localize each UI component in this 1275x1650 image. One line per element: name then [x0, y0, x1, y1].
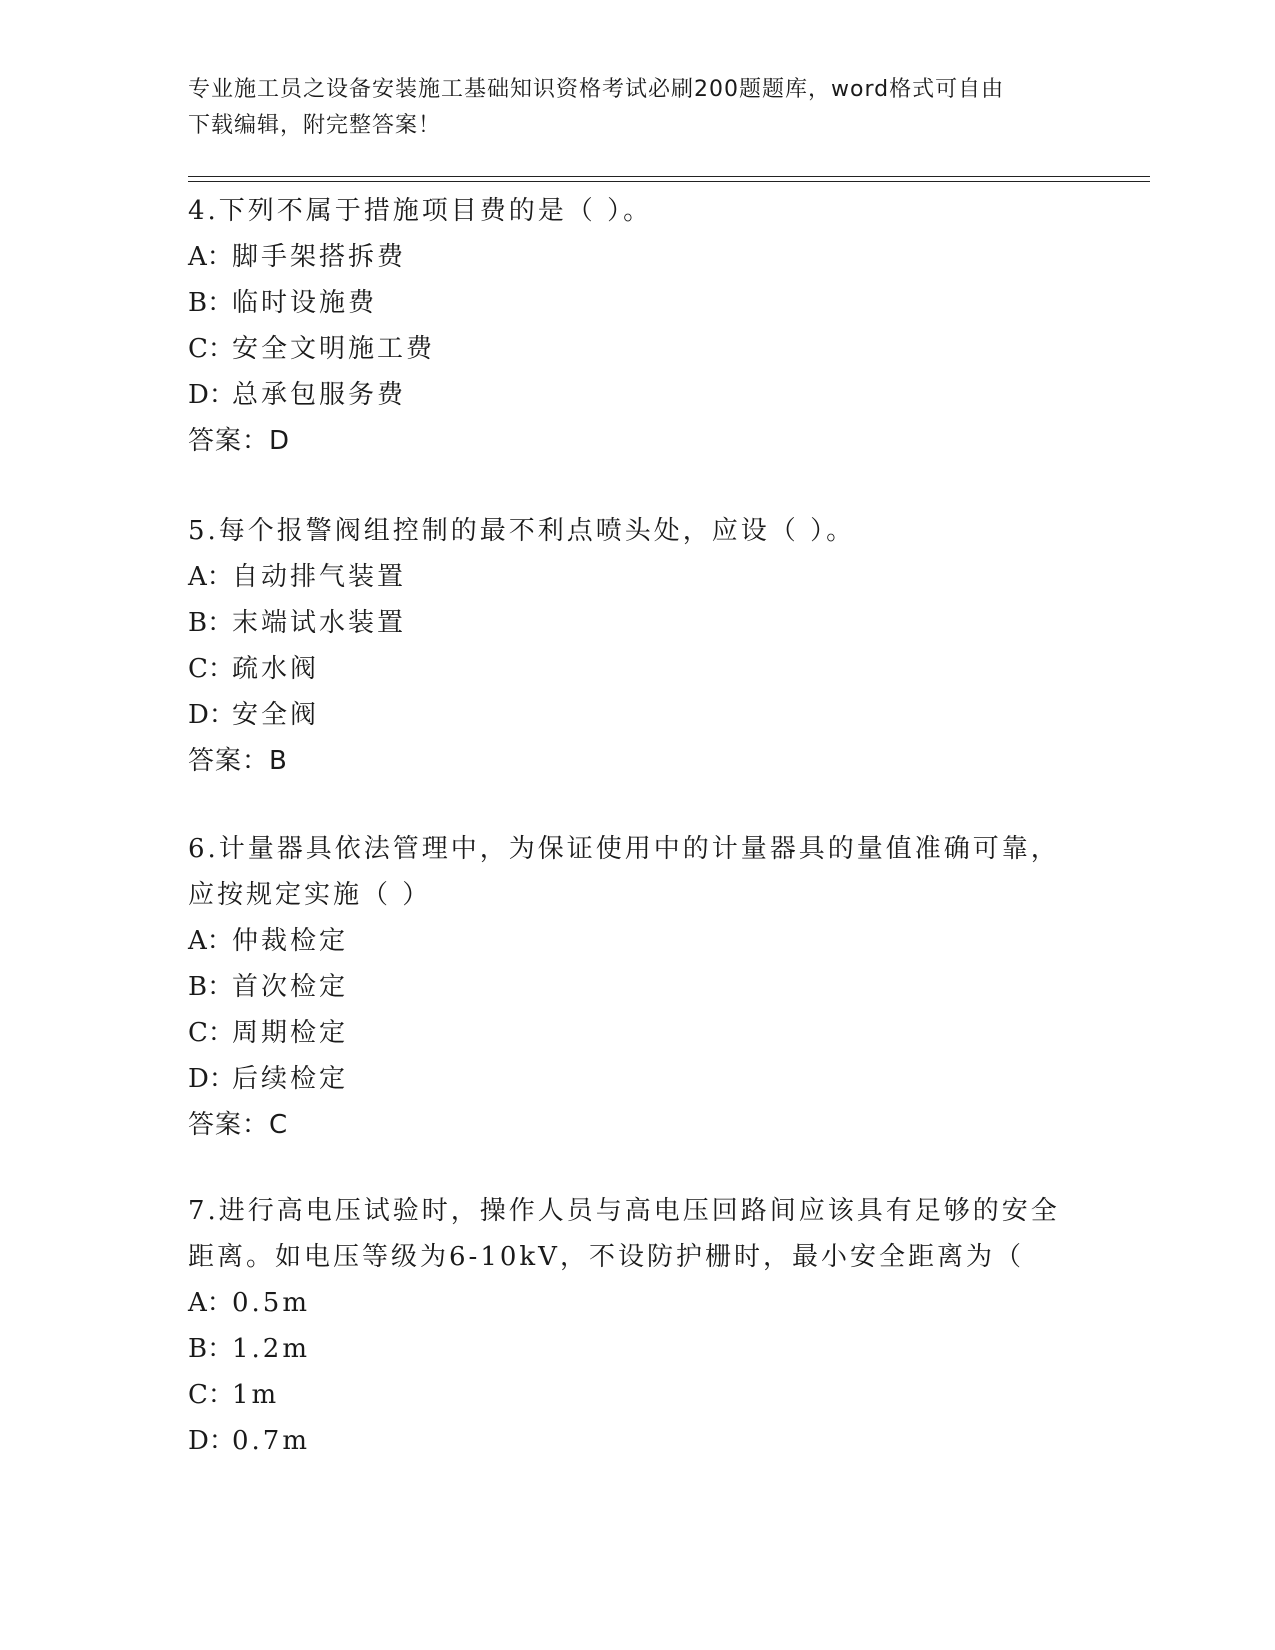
- header-divider-top: [188, 176, 1150, 177]
- option-letter: A：: [188, 562, 233, 592]
- question-stem-line-2: 距离。如电压等级为6-10kV，不设防护栅时，最小安全距离为（: [188, 1242, 1024, 1272]
- option-letter: C：: [188, 1018, 234, 1048]
- header-line-1: 专业施工员之设备安装施工基础知识资格考试必刷200题题库，word格式可自由: [188, 77, 1005, 102]
- option-text: 总承包服务费: [232, 380, 407, 410]
- answer-line: 答案：C: [188, 1110, 289, 1140]
- option-letter: B：: [188, 1334, 234, 1364]
- option-a: [188, 554, 1088, 600]
- option-text: 周期检定: [232, 1018, 349, 1048]
- option-letter: D：: [188, 1064, 235, 1094]
- option-d: [188, 692, 1088, 738]
- option-a: [188, 234, 1088, 280]
- option-letter: D：: [188, 700, 235, 730]
- option-b: [188, 1326, 1088, 1372]
- option-text: 临时设施费: [232, 288, 378, 318]
- option-c: [188, 646, 1088, 692]
- document-header: [188, 72, 1088, 144]
- option-text: 仲裁检定: [232, 926, 349, 956]
- question-stem-line-1: 6.计量器具依法管理中，为保证使用中的计量器具的量值准确可靠，: [188, 834, 1060, 864]
- option-text: 1.2m: [232, 1334, 311, 1364]
- option-d: [188, 1418, 1088, 1464]
- answer-line: 答案：D: [188, 426, 291, 456]
- option-b: [188, 964, 1088, 1010]
- option-letter: B：: [188, 972, 234, 1002]
- option-text: 0.5m: [232, 1288, 311, 1318]
- option-letter: A：: [188, 926, 233, 956]
- option-text: 疏水阀: [232, 654, 320, 684]
- option-text: 1m: [232, 1380, 280, 1410]
- option-c: [188, 1372, 1088, 1418]
- option-letter: B：: [188, 608, 234, 638]
- question-stem-line-2: 应按规定实施（ ）: [188, 880, 432, 910]
- answer-line: 答案：B: [188, 746, 288, 776]
- question-5: [188, 508, 1088, 784]
- question-stem: 5.每个报警阀组控制的最不利点喷头处，应设（ ）。: [188, 516, 856, 546]
- option-letter: C：: [188, 1380, 234, 1410]
- header-divider-bottom: [188, 181, 1150, 182]
- option-d: [188, 1056, 1088, 1102]
- option-letter: D：: [188, 380, 235, 410]
- option-text: 安全阀: [232, 700, 320, 730]
- option-letter: C：: [188, 334, 234, 364]
- option-text: 安全文明施工费: [232, 334, 436, 364]
- option-letter: C：: [188, 654, 234, 684]
- option-text: 后续检定: [232, 1064, 349, 1094]
- option-letter: D：: [188, 1426, 235, 1456]
- option-text: 脚手架搭拆费: [232, 242, 407, 272]
- question-stem-line-1: 7.进行高电压试验时，操作人员与高电压回路间应该具有足够的安全: [188, 1196, 1060, 1226]
- option-b: [188, 280, 1088, 326]
- option-c: [188, 326, 1088, 372]
- header-line-2: 下载编辑，附完整答案！: [188, 113, 442, 138]
- question-stem: 4.下列不属于措施项目费的是（ ）。: [188, 196, 653, 226]
- question-6: [188, 826, 1088, 1148]
- option-text: 自动排气装置: [232, 562, 407, 592]
- option-c: [188, 1010, 1088, 1056]
- option-a: [188, 918, 1088, 964]
- option-letter: B：: [188, 288, 234, 318]
- question-4: [188, 188, 1088, 464]
- option-text: 0.7m: [232, 1426, 311, 1456]
- option-letter: A：: [188, 242, 233, 272]
- question-7: [188, 1188, 1088, 1464]
- option-letter: A：: [188, 1288, 233, 1318]
- option-d: [188, 372, 1088, 418]
- option-b: [188, 600, 1088, 646]
- option-text: 首次检定: [232, 972, 349, 1002]
- option-text: 末端试水装置: [232, 608, 407, 638]
- option-a: [188, 1280, 1088, 1326]
